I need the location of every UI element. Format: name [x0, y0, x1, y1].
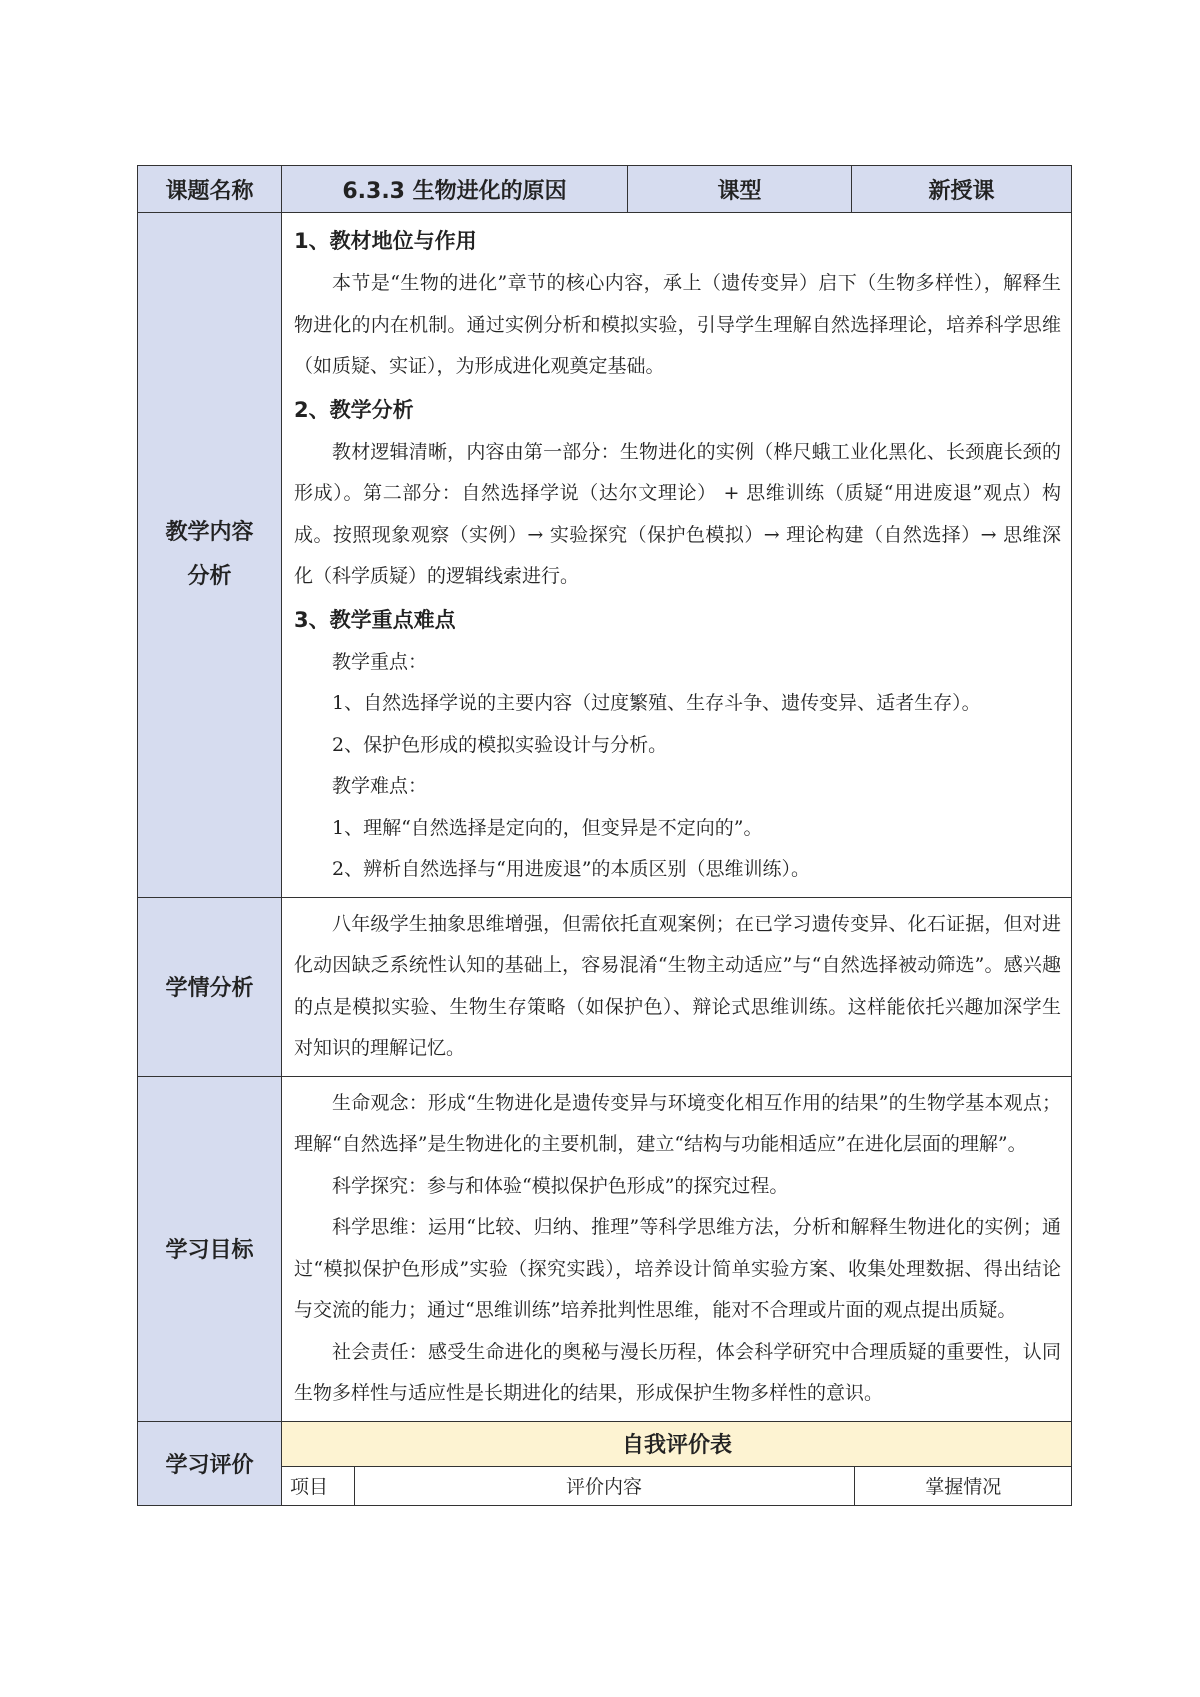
- student-analysis-text: 八年级学生抽象思维增强，但需依托直观案例；在已学习遗传变异、化石证据，但对进化动因缺乏系统性认知的基础上，容易混淆“生物主动适应”与“自然选择被动筛选”。感兴趣的点是模拟实验、生物生存策略（如保护色）、辩论式思维训练。这样能依托兴趣加深学生对知识的理解记忆。: [294, 912, 1061, 1059]
- section3-title: 3、教学重点难点: [294, 607, 456, 632]
- key-point-item: 1、自然选择学说的主要内容（过度繁殖、生存斗争、遗传变异、适者生存）。: [332, 692, 981, 714]
- col-content-header: 评价内容: [354, 1466, 854, 1505]
- content-analysis-label-line1: 教学内容: [165, 519, 254, 545]
- student-analysis-row: [138, 897, 1072, 1076]
- section2-text: 教材逻辑清晰，内容由第一部分：生物进化的实例（桦尺蛾工业化黑化、长颈鹿长颈的形成）。第二部分：自然选择学说（达尔文理论） + 思维训练（质疑“用进废退”观点）构成。按照现象观察（实例）→ 实验探究（保护色模拟）→ 理论构建（自然选择）→ 思维深化（科学质疑）的逻辑线索进行。: [294, 440, 1061, 587]
- evaluation-cell: [282, 1421, 1072, 1505]
- self-evaluation-header-row: [282, 1466, 1072, 1505]
- type-value: 新授课: [852, 166, 1072, 213]
- objective-item: 科学探究：参与和体验“模拟保护色形成”的探究过程。: [332, 1174, 789, 1197]
- objectives-row: [138, 1076, 1072, 1421]
- self-evaluation-table: [282, 1422, 1072, 1505]
- evaluation-label: 学习评价: [138, 1421, 282, 1505]
- title-row: [138, 166, 1072, 213]
- difficult-point-item: 2、辨析自然选择与“用进废退”的本质区别（思维训练）。: [332, 858, 811, 880]
- content-analysis-label-line2: 分析: [187, 563, 232, 589]
- self-evaluation-title: 自我评价表: [282, 1422, 1072, 1467]
- objectives-label: 学习目标: [138, 1076, 282, 1421]
- content-analysis-row: [138, 213, 1072, 898]
- col-item-header: 项目: [282, 1466, 354, 1505]
- col-mastery-header: 掌握情况: [854, 1466, 1072, 1505]
- objective-item: 科学思维：运用“比较、归纳、推理”等科学思维方法，分析和解释生物进化的实例；通过“模拟保护色形成”实验（探究实践），培养设计简单实验方案、收集处理数据、得出结论与交流的能力；通过“思维训练”培养批判性思维，能对不合理或片面的观点提出质疑。: [294, 1216, 1061, 1321]
- difficult-point-item: 1、理解“自然选择是定向的，但变异是不定向的”。: [332, 816, 763, 839]
- evaluation-row: [138, 1421, 1072, 1505]
- key-points-label: 教学重点：: [332, 650, 428, 673]
- type-label: 课型: [628, 166, 852, 213]
- objectives-cell: [282, 1076, 1072, 1421]
- content-analysis-label: [138, 213, 282, 898]
- objective-item: 社会责任：感受生命进化的奥秘与漫长历程，体会科学研究中合理质疑的重要性，认同生物多样性与适应性是长期进化的结果，形成保护生物多样性的意识。: [294, 1340, 1061, 1404]
- key-point-item: 2、保护色形成的模拟实验设计与分析。: [332, 733, 668, 756]
- lesson-plan-table: [137, 165, 1072, 1506]
- student-analysis-label: 学情分析: [138, 897, 282, 1076]
- content-analysis-cell: [282, 213, 1072, 898]
- difficult-points-label: 教学难点：: [332, 775, 428, 797]
- title-label: 课题名称: [138, 166, 282, 213]
- section2-title: 2、教学分析: [294, 397, 414, 422]
- section1-text: 本节是“生物的进化”章节的核心内容，承上（遗传变异）启下（生物多样性），解释生物进化的内在机制。通过实例分析和模拟实验，引导学生理解自然选择理论，培养科学思维（如质疑、实证），为形成进化观奠定基础。: [294, 272, 1061, 377]
- student-analysis-cell: [282, 897, 1072, 1076]
- title-value: 6.3.3 生物进化的原因: [282, 166, 628, 213]
- section1-title: 1、教材地位与作用: [294, 229, 477, 253]
- objective-item: 生命观念：形成“生物进化是遗传变异与环境变化相互作用的结果”的生物学基本观点；理解“自然选择”是生物进化的主要机制，建立“结构与功能相适应”在进化层面的理解”。: [294, 1091, 1061, 1155]
